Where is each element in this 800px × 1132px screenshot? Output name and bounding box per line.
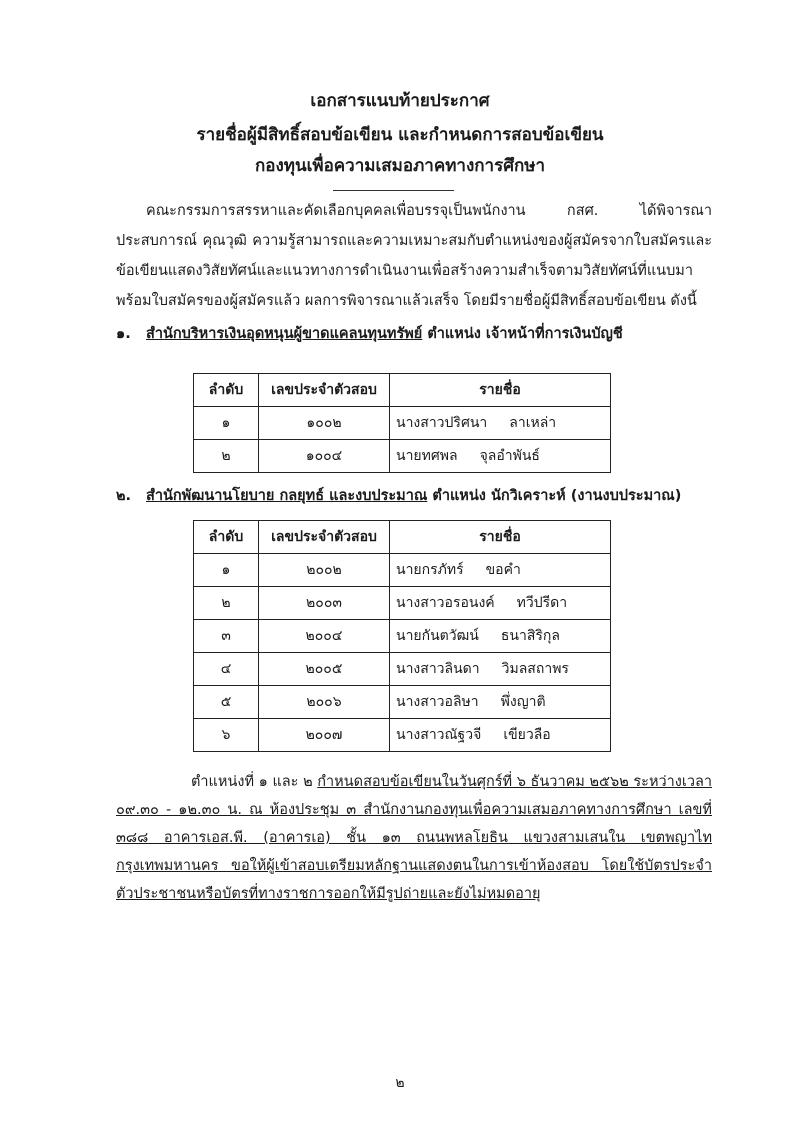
doc-title-line1: เอกสารแนบท้ายประกาศ [310, 91, 490, 111]
first-name: นางสาวณัฐวจี [396, 727, 482, 743]
header-name: รายชื่อ [390, 374, 611, 407]
section-2-position: นักวิเคราะห์ (งานงบประมาณ) [490, 488, 682, 504]
row-exam-id: ๒๐๐๓ [259, 587, 390, 620]
last-name: ลาเหล่า [509, 415, 557, 431]
row-order: ๒ [194, 440, 259, 473]
last-name: เขียวลือ [503, 727, 551, 743]
section-2-table [193, 520, 611, 752]
row-name [390, 440, 611, 473]
row-order: ๔ [194, 653, 259, 686]
row-name [390, 554, 611, 587]
last-name: วิมลสถาพร [501, 661, 569, 677]
table-row [194, 719, 611, 752]
row-name [390, 686, 611, 719]
doc-title-line2: รายชื่อผู้มีสิทธิ์สอบข้อเขียน และกำหนดการสอบข้อเขียน [196, 125, 604, 145]
row-name [390, 653, 611, 686]
table-row [194, 554, 611, 587]
row-exam-id: ๒๐๐๗ [259, 719, 390, 752]
section-1-heading [116, 323, 716, 345]
intro-paragraph: คณะกรรมการสรรหาและคัดเลือกบุคคลเพื่อบรรจุเป็นพนักงาน กสศ. ได้พิจารณาประสบการณ์ คุณวุฒิ ความรู้สามารถและความเหมาะสมกับตำแหน่งของผู้สมัครจากใบสมัครและข้อเขียนแสดงวิสัยทัศน์และแนวทางการดำเนินงานเพื่อสร้างความสำเร็จตามวิสัยทัศน์ที่แนบมาพร้อมใบสมัครของผู้สมัครแล้ว ผลการพิจารณาแล้วเสร็จ โดยมีรายชื่อผู้มีสิทธิ์สอบข้อเขียน ดังนี้ [116, 203, 712, 309]
note-lead: ตำแหน่งที่ ๑ และ ๒ [191, 774, 313, 790]
row-order: ๕ [194, 686, 259, 719]
row-exam-id: ๒๐๐๒ [259, 554, 390, 587]
table-row [194, 686, 611, 719]
header-name: รายชื่อ [390, 521, 611, 554]
section-1-position: เจ้าหน้าที่การเงินบัญชี [485, 326, 623, 342]
section-1-table [193, 373, 611, 473]
header-order: ลำดับ [194, 374, 259, 407]
row-name [390, 719, 611, 752]
last-name: จุลอำพันธ์ [479, 448, 540, 464]
section-1-position-label: ตำแหน่ง [427, 326, 481, 342]
row-order: ๑ [194, 407, 259, 440]
table-row [194, 407, 611, 440]
last-name: พึ่งญาติ [500, 694, 546, 710]
last-name: ขอคำ [485, 562, 521, 578]
last-name: ทวีปรีดา [516, 595, 568, 611]
table-row [194, 587, 611, 620]
table-header-row [194, 521, 611, 554]
doc-title-line3: กองทุนเพื่อความเสมอภาคทางการศึกษา [254, 156, 546, 176]
last-name: ธนาสิริกุล [500, 628, 560, 644]
row-exam-id: ๒๐๐๔ [259, 620, 390, 653]
row-order: ๓ [194, 620, 259, 653]
row-order: ๖ [194, 719, 259, 752]
table-header-row [194, 374, 611, 407]
row-name [390, 587, 611, 620]
table-row [194, 653, 611, 686]
first-name: นางสาวลินดา [396, 661, 480, 677]
row-order: ๒ [194, 587, 259, 620]
section-2-position-label: ตำแหน่ง [432, 488, 486, 504]
row-order: ๑ [194, 554, 259, 587]
row-exam-id: ๒๐๐๖ [259, 686, 390, 719]
title-divider [333, 190, 454, 191]
first-name: นายทศพล [396, 448, 458, 464]
section-1-number: ๑. [116, 326, 131, 342]
first-name: นายกันตวัฒน์ [396, 628, 479, 644]
header-exam-id: เลขประจำตัวสอบ [259, 521, 390, 554]
exam-schedule-note [116, 768, 712, 908]
section-2-number: ๒. [116, 488, 132, 504]
section-1-unit: สำนักบริหารเงินอุดหนุนผู้ขาดแคลนทุนทรัพย์ [146, 326, 423, 342]
row-exam-id: ๑๐๐๔ [259, 440, 390, 473]
row-exam-id: ๒๐๐๕ [259, 653, 390, 686]
page-number: ๒ [395, 1075, 405, 1091]
header-order: ลำดับ [194, 521, 259, 554]
header-exam-id: เลขประจำตัวสอบ [259, 374, 390, 407]
row-name [390, 620, 611, 653]
note-schedule: กำหนดสอบข้อเขียนในวันศุกร์ที่ ๖ ธันวาคม ๒๕๖๒ ระหว่างเวลา ๐๙.๓๐ - ๑๒.๓๐ น. ณ ห้องประชุม ๓ สำนักงานกองทุนเพื่อความเสมอภาคทางการศึกษา เลขที่ ๓๘๘ อาคารเอส.พี. (อาคารเอ) ชั้น ๑๓ ถนนพหลโยธิน แขวงสามเสนใน เขตพญาไท กรุงเทพมหานคร ขอให้ผู้เข้าสอบเตรียมหลักฐานแสดงตนในการเข้าห้องสอบ โดยใช้บัตรประจำตัวประชาชนหรือบัตรที่ทางราชการออกให้มีรูปถ่ายและยังไม่หมดอายุ [116, 774, 712, 902]
table-row [194, 620, 611, 653]
table-row [194, 440, 611, 473]
section-2-heading [116, 485, 716, 507]
first-name: นางสาวอรอนงค์ [396, 595, 495, 611]
first-name: นายกรภัทร์ [396, 562, 464, 578]
row-exam-id: ๑๐๐๒ [259, 407, 390, 440]
section-2-unit: สำนักพัฒนานโยบาย กลยุทธ์ และงบประมาณ [146, 488, 428, 504]
row-name [390, 407, 611, 440]
first-name: นางสาวอลิษา [396, 694, 479, 710]
first-name: นางสาวปริศนา [396, 415, 488, 431]
